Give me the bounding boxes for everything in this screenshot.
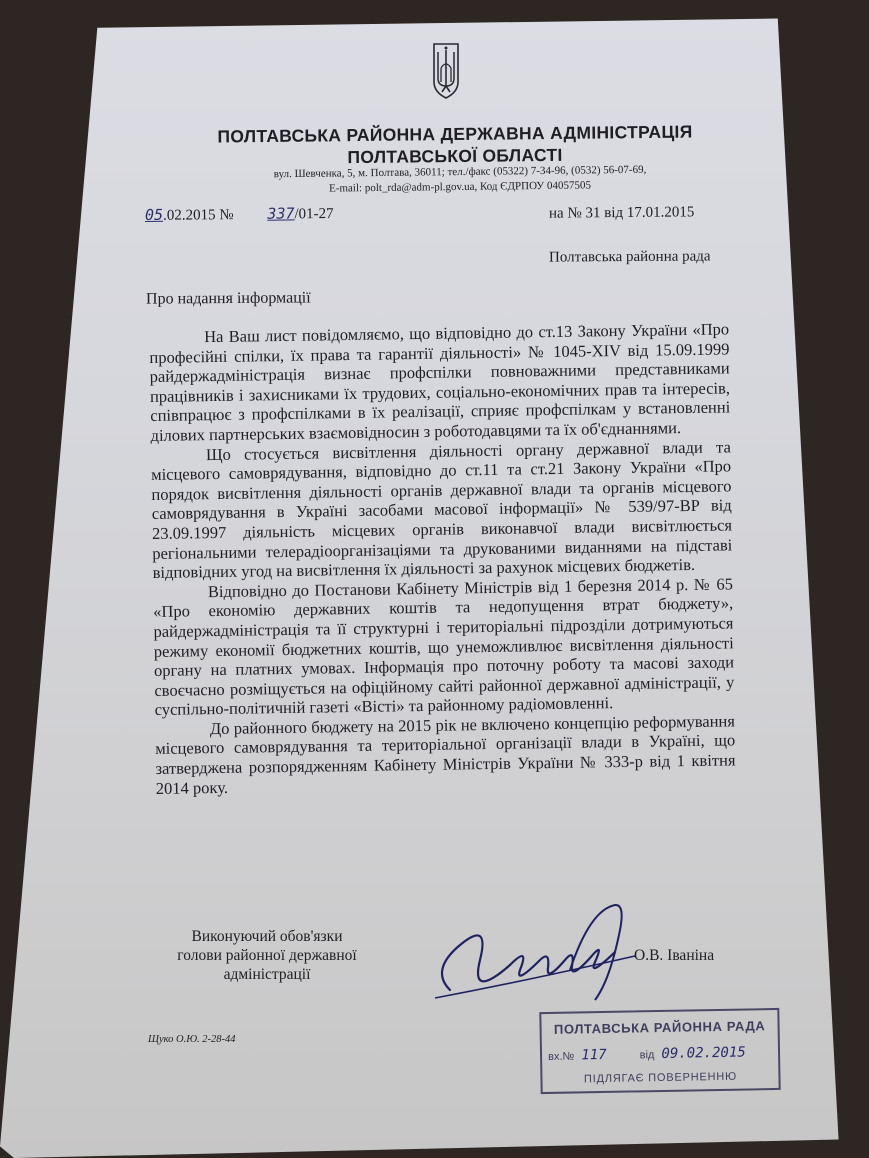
coat-of-arms-icon <box>431 38 461 100</box>
body-paragraph: Що стосується висвітлення діяльності органу державної влади та місцевого самоврядування, відповідно до ст.11 та ст.21 Закону України «Про порядок висвітлення діяльності органів державної влади та органів місцевого самоврядування в Україні засобами масової інформації» № 539/97-ВР від 23.09.1997 діяльність місцевих органів виконавчої влади висвітлюється регіональними телерадіоорганізаціями та друкованими виданнями на підставі відповідних угод на висвітлення їх діяльності за рахунок місцевих бюджетів. <box>151 436 733 583</box>
body-paragraph: На Ваш лист повідомляємо, що відповідно до ст.13 Закону України «Про професійні спілки, їх права та гарантії діяльності» № 1045-XIV від 15.09.1999 райдержадміністрація визнає профспілки повноважними представниками працівників і захисниками їх трудових, соціально-економічних прав та інтересів, співпрацює з профспілками в їх реалізації, сприяє профспілкам у встановленні ділових партнерських взаємовідносин з роботодавцями та їх об'єднаннями. <box>149 319 731 445</box>
org-address: вул. Шевченка, 5, м. Полтава, 36011; тел./факс (05322) 7-34-96, (0532) 56-07-69, <box>273 163 647 181</box>
signer-name: О.В. Іваніна <box>634 947 715 964</box>
stamp-note: ПІДЛЯГАЄ ПОВЕРНЕННЮ <box>583 1070 738 1086</box>
body-paragraph: Відповідно до Постанови Кабінету Міністрів від 1 березня 2014 р. № 65 «Про економію державних коштів та недопущення втрат бюджету», райдержадміністрація та її структурні і територіальні підрозділи дотримуються режиму економії бюджетних коштів, що унеможливлює висвітлення діяльності органу на платних умовах. Інформація про поточну роботу та масові заходи своєчасно розміщується на офіційному сайті районної державної адміністрації, у суспільно-політичній газеті «Вісті» та районному радіомовленні. <box>153 574 735 720</box>
org-name: ПОЛТАВСЬКА РАЙОННА ДЕРЖАВНА АДМІНІСТРАЦІЯ <box>217 121 693 147</box>
executor-info: Щуко О.Ю. 2-28-44 <box>148 1034 236 1045</box>
incoming-reference: на № 31 від 17.01.2015 <box>548 204 695 222</box>
outgoing-day: 05 <box>144 205 164 224</box>
body-paragraph: До районного бюджету на 2015 рік не включено концепцію реформування місцевого самоврядування та територіальної організації влади в Україні, що затверджена розпорядженням Кабінету Міністрів України № 333-р від 1 квітня 2014 року. <box>155 711 736 798</box>
letter-body <box>149 319 736 798</box>
stamp-registration: вх.№ 117 від 09.02.2015 <box>547 1044 746 1064</box>
registration-stamp <box>539 1008 780 1094</box>
subject-line: Про надання інформації <box>145 289 311 308</box>
org-region: ПОЛТАВСЬКОЇ ОБЛАСТІ <box>347 144 563 168</box>
handwritten-signature <box>420 890 660 1020</box>
stamp-date: 09.02.2015 <box>661 1044 746 1062</box>
signer-position: Виконуючий обов'язки голови районної державної адміністрації <box>177 928 357 983</box>
org-contacts: E-mail: polt_rda@adm-pl.gov.ua, Код ЄДРПОУ 04057505 <box>328 179 592 195</box>
outgoing-reg-number: 337 <box>267 204 295 223</box>
outgoing-suffix: /01-27 <box>294 206 334 223</box>
stamp-in-number: 117 <box>581 1046 607 1064</box>
outgoing-date: .02.2015 № <box>162 207 234 224</box>
outgoing-number <box>145 204 334 225</box>
addressee: Полтавська районна рада <box>548 248 711 266</box>
stamp-title: ПОЛТАВСЬКА РАЙОННА РАДА <box>553 1018 766 1037</box>
